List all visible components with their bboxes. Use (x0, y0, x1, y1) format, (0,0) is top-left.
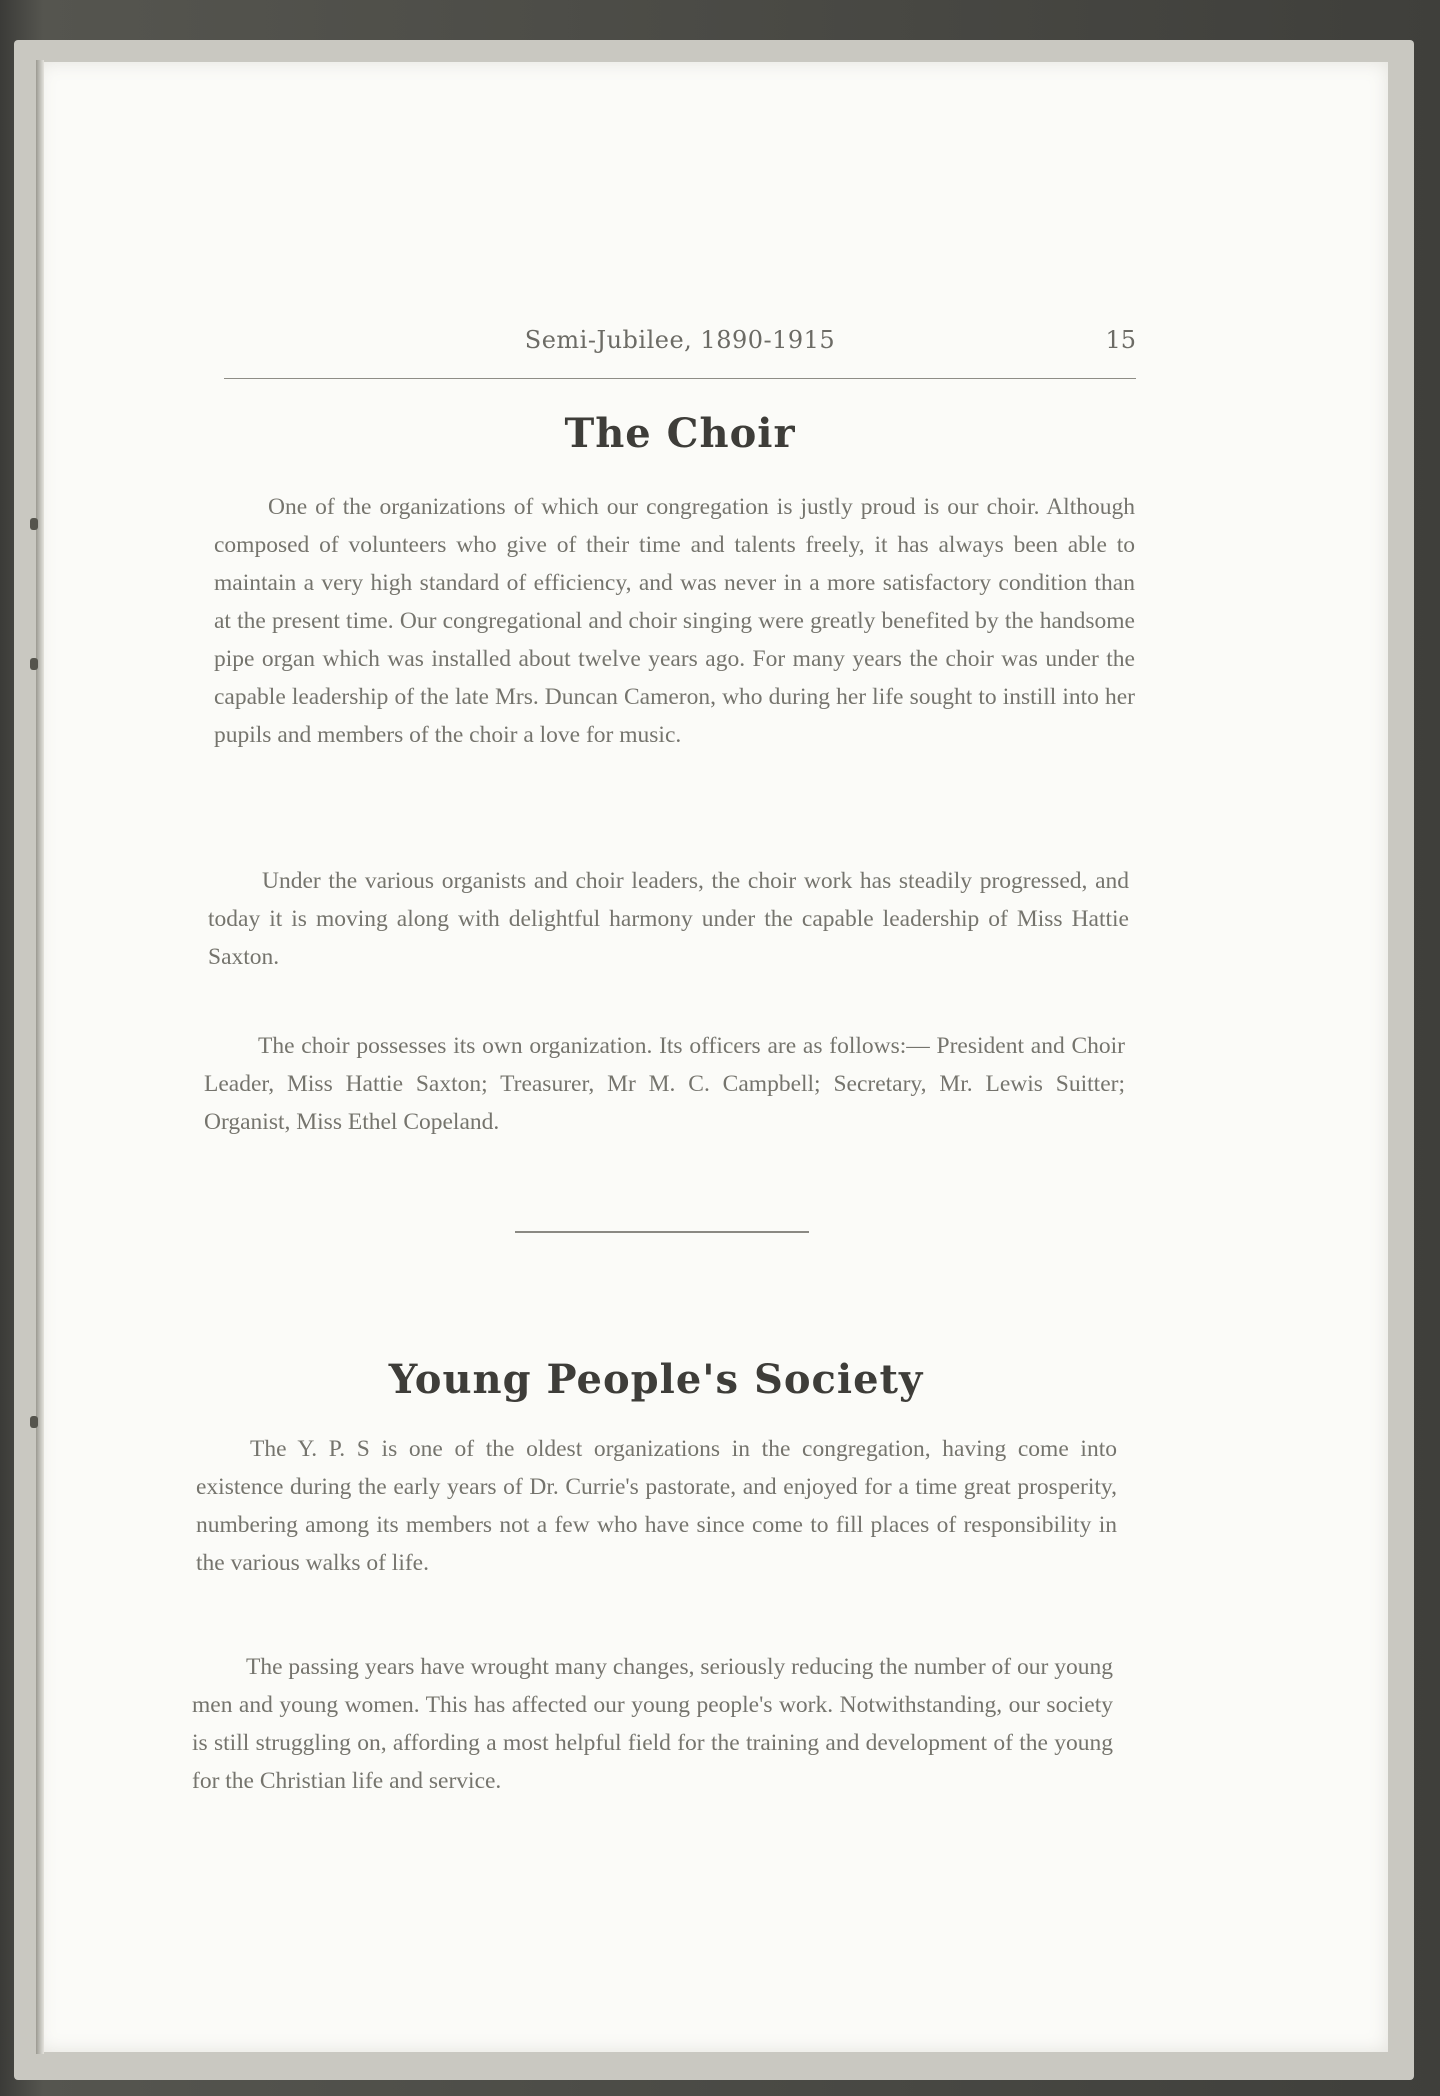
section-divider (515, 1231, 809, 1233)
choir-paragraph-1: One of the organizations of which our congregation is justly proud is our choir. Although composed of volunteers who give of their time and talents freely, it has always been able to maintain a very high standard of efficiency, and was never in a more satisfactory condition than at the present time. Our congregational and choir singing were greatly benefited by the handsome pipe organ which was installed about twelve years ago. For many years the choir was under the capable leadership of the late Mrs. Duncan Cameron, who during her life sought to instill into her pupils and members of the choir a love for music. (214, 494, 1135, 748)
choir-paragraph-3: The choir possesses its own organization. Its officers are as follows:— President and Choir Leader, Miss Hattie Saxton; Treasurer, Mr M. C. Campbell; Secretary, Mr. Lewis Suitter; Organist, Miss Ethel Copeland. (204, 1033, 1125, 1135)
running-title: Semi-Jubilee, 1890-1915 (524, 326, 836, 354)
yps-paragraph-1: The Y. P. S is one of the oldest organizations in the congregation, having come into existence during the early years of Dr. Currie's pastorate, and enjoyed for a time great prosperity, numbering among its members not a few who have since come to fill places of responsibility in the various walks of life. (196, 1436, 1117, 1576)
page-number: 15 (1105, 326, 1136, 354)
yps-paragraph-2: The passing years have wrought many changes, seriously reducing the number of our young men and young women. This has affected our young people's work. Notwithstanding, our society is still struggling on, affording a most helpful field for the training and development of the young for the Christian life and service. (192, 1654, 1113, 1794)
choir-paragraph-2: Under the various organists and choir leaders, the choir work has steadily progressed, and today it is moving along with delightful harmony under the capable leadership of Miss Hattie Saxton. (208, 868, 1129, 970)
binding-mark (30, 658, 38, 670)
page-header (224, 318, 1136, 379)
binding-mark (30, 1416, 38, 1428)
page-gutter (36, 60, 44, 2054)
choir-title: The Choir (564, 410, 796, 457)
binding-mark (30, 518, 38, 530)
yps-title: Young People's Society (388, 1356, 924, 1403)
